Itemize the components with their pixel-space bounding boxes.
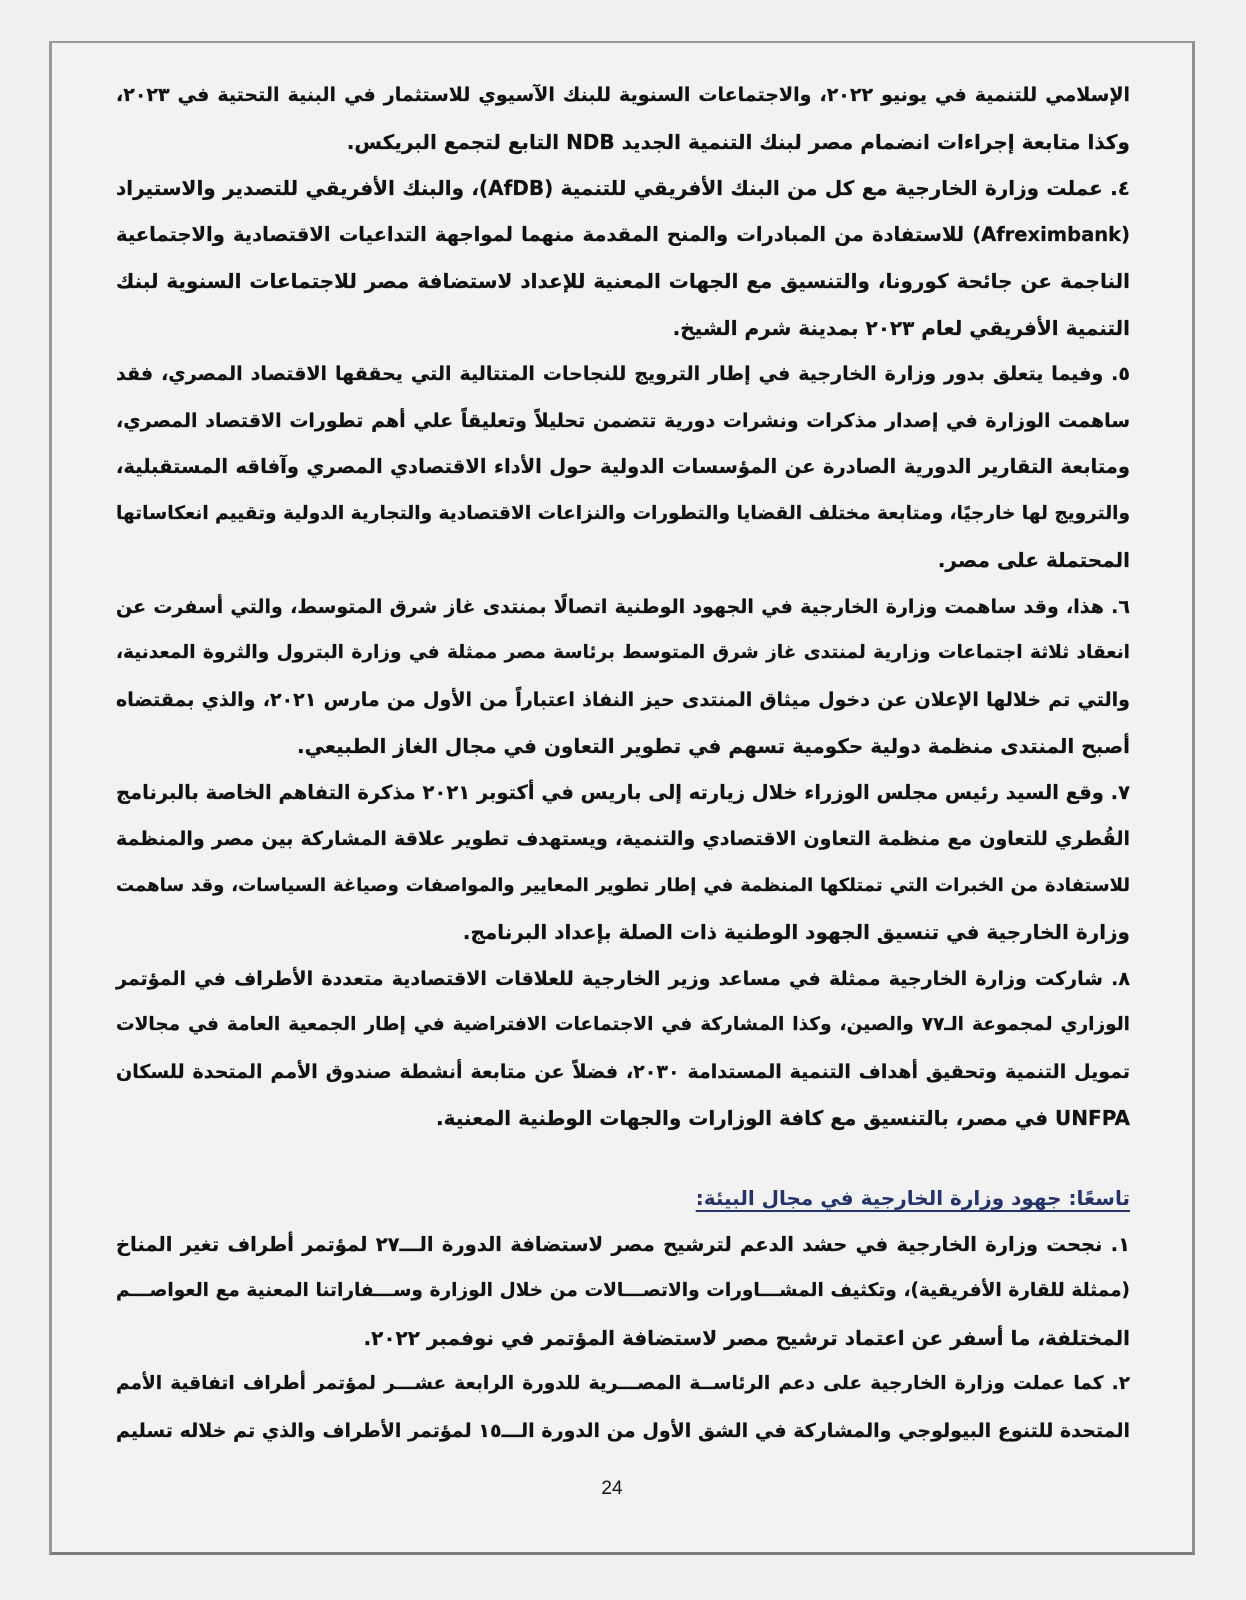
text-line: وكذا متابعة إجراءات انضمام مصر لبنك التنمية الجديد NDB التابع لتجمع البريكس. <box>346 129 1130 154</box>
text-line: (ممثلة للقارة الأفريقية)، وتكثيف المشـــاورات والاتصـــالات من خلال الوزارة وســـفاراتنا المعنية مع العواصـــم <box>116 1280 1130 1301</box>
text-line: تمويل التنمية وتحقيق أهداف التنمية المستدامة ٢٠٣٠، فضلاً عن متابعة أنشطة صندوق الأمم المتحدة للسكان <box>116 1060 1131 1083</box>
text-line: الوزاري لمجموعة الـ٧٧ والصين، وكذا المشاركة في الاجتماعات الافتراضية في إطار الجمعية العامة في مجالات <box>116 1014 1130 1035</box>
paragraph-8 <box>116 956 1130 1142</box>
text-line: والترويج لها خارجيًا، ومتابعة مختلف القضايا والتطورات والنزاعات الاقتصادية والتجارية الدولية وتقييم انعكاساتها <box>116 502 1130 524</box>
text-line: أصبح المنتدى منظمة دولية حكومية تسهم في تطوير التعاون في مجال الغاز الطبيعي. <box>297 734 1130 758</box>
section-heading-text: تاسعًا: جهود وزارة الخارجية في مجال البيئة: <box>695 1185 1130 1210</box>
text-line: انعقاد ثلاثة اجتماعات وزارية لمنتدى غاز شرق المتوسط برئاسة مصر ممثلة في وزارة البترول والثروة المعدنية، <box>116 642 1130 663</box>
text-line: المختلفة، ما أسفر عن اعتماد ترشيح مصر لاستضافة المؤتمر في نوفمبر ٢٠٢٢. <box>363 1325 1130 1350</box>
text-line: المتحدة للتنوع البيولوجي والمشاركة في الشق الأول من الدورة الـــ١٥ لمؤتمر الأطراف والذي تم خلاله تسليم <box>116 1419 1130 1442</box>
text-line: التنمية الأفريقي لعام ٢٠٢٣ بمدينة شرم الشيخ. <box>672 315 1130 340</box>
text-line: ساهمت الوزارة في إصدار مذكرات ونشرات دورية تتضمن تحليلاً وتعليقاً علي أهم تطورات الاقتصاد المصري، <box>116 409 1130 432</box>
text-line: (Afreximbank) للاستفادة من المبادرات والمنح المقدمة منهما لمواجهة التداعيات الاقتصادية والاجتماعية <box>116 222 1130 246</box>
section-spacer <box>116 1142 1130 1178</box>
text-line: ٢. كما عملت وزارة الخارجية على دعم الرئاســة المصـــرية للدورة الرابعة عشـــر لمؤتمر أطراف اتفاقية الأمم <box>116 1373 1130 1394</box>
text-line: ٧. وقع السيد رئيس مجلس الوزراء خلال زيارته إلى باريس في أكتوبر ٢٠٢١ مذكرة التفاهم الخاصة بالبرنامج <box>116 780 1130 804</box>
text-line: ومتابعة التقارير الدورية الصادرة عن المؤسسات الدولية حول الأداء الاقتصادي المصري وآفاقه المستقبلية، <box>116 455 1130 478</box>
text-line: القُطري للتعاون مع منظمة التعاون الاقتصادي والتنمية، ويستهدف تطوير علاقة المشاركة بين مصر والمنظمة <box>116 828 1130 850</box>
paragraph-7 <box>116 770 1130 956</box>
paragraph-3-continuation <box>116 72 1130 165</box>
paragraph-6 <box>116 584 1130 770</box>
text-line: ٨. شاركت وزارة الخارجية ممثلة في مساعد وزير الخارجية للعلاقات الاقتصادية متعددة الأطراف في المؤتمر <box>116 967 1130 990</box>
text-line: UNFPA في مصر، بالتنسيق مع كافة الوزارات والجهات الوطنية المعنية. <box>436 1106 1130 1130</box>
document-body <box>116 72 1130 1454</box>
text-line: ١. نجحت وزارة الخارجية في حشد الدعم لترشيح مصر لاستضافة الدورة الـــ٢٧ لمؤتمر أطراف تغير المناخ <box>116 1232 1130 1256</box>
text-line: ٤. عملت وزارة الخارجية مع كل من البنك الأفريقي للتنمية (AfDB)، والبنك الأفريقي للتصدير والاستيراد <box>116 176 1130 200</box>
text-line: المحتملة على مصر. <box>937 548 1130 572</box>
text-line: وزارة الخارجية في تنسيق الجهود الوطنية ذات الصلة بإعداد البرنامج. <box>462 920 1130 944</box>
section-heading <box>116 1178 1130 1218</box>
section-paragraph-2 <box>116 1361 1130 1454</box>
page-number: 24 <box>601 1478 623 1499</box>
text-line: ٥. وفيما يتعلق بدور وزارة الخارجية في إطار الترويج للنجاحات المتتالية التي يحققها الاقتصاد المصري، فقد <box>116 363 1130 385</box>
section-paragraph-1 <box>116 1222 1130 1362</box>
text-line: الناجمة عن جائحة كورونا، والتنسيق مع الجهات المعنية للإعداد لاستضافة مصر للاجتماعات السنوية لبنك <box>116 269 1130 293</box>
text-line: والتي تم خلالها الإعلان عن دخول ميثاق المنتدى حيز النفاذ اعتباراً من الأول من مارس ٢٠٢١، والذي بمقتضاه <box>116 688 1130 711</box>
paragraph-5 <box>116 351 1130 584</box>
text-line: ٦. هذا، وقد ساهمت وزارة الخارجية في الجهود الوطنية اتصالًا بمنتدى غاز شرق المتوسط، والتي أسفرت عن <box>116 595 1130 618</box>
text-line: الإسلامي للتنمية في يونيو ٢٠٢٢، والاجتماعات السنوية للبنك الآسيوي للاستثمار في البنية التحتية في ٢٠٢٣، <box>116 84 1130 106</box>
text-line: للاستفادة من الخبرات التي تمتلكها المنظمة في إطار تطوير المعايير والمواصفات وصياغة السياسات، وقد ساهمت <box>116 874 1130 896</box>
paragraph-4 <box>116 165 1130 351</box>
